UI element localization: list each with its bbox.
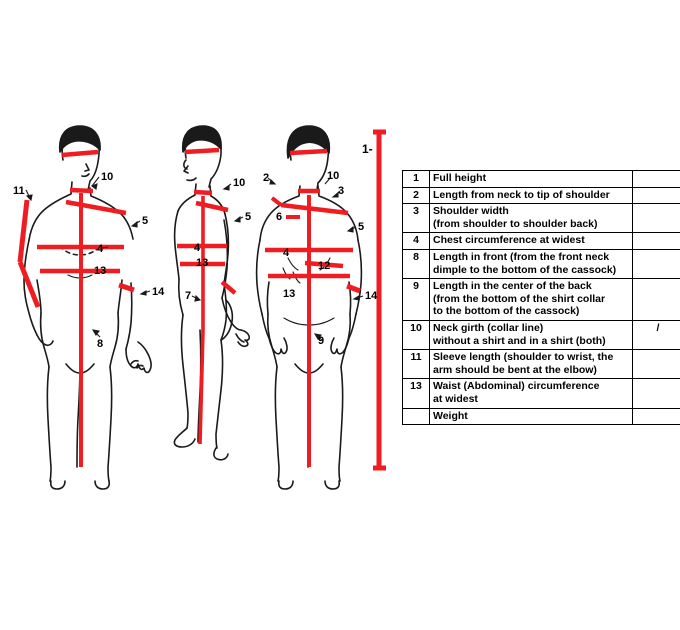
row-label (430, 408, 633, 425)
row-value[interactable] (633, 249, 680, 278)
row-value[interactable] (633, 233, 680, 250)
row-label (430, 233, 633, 250)
row-label-line2: (from shoulder to shoulder back) (433, 217, 598, 230)
callout-back-5: 5 (358, 221, 365, 233)
row-label-line1: Length in front (from the front neck (433, 250, 610, 263)
front-view-figure (24, 126, 151, 489)
row-label (430, 320, 633, 349)
row-label-line1: Waist (Abdominal) circumference (433, 380, 600, 393)
callout-front-14: 14 (152, 286, 165, 298)
row-label-line1: Weight (433, 409, 468, 422)
row-label (430, 171, 633, 188)
row-label-line1: Length in the center of the back (433, 280, 592, 293)
row-label (430, 204, 633, 233)
table-row (403, 171, 680, 188)
table-row (403, 204, 680, 233)
full-height-marker: 1- (362, 142, 373, 156)
callout-side-10: 10 (233, 177, 246, 189)
row-number: 8 (403, 249, 430, 278)
row-value[interactable] (633, 187, 680, 204)
row-label (430, 350, 633, 379)
callout-front-8: 8 (97, 338, 104, 350)
callout-front-4: 4 (97, 243, 104, 255)
row-value[interactable] (633, 350, 680, 379)
callout-back-4: 4 (283, 247, 290, 259)
row-label (430, 379, 633, 408)
table-row (403, 187, 680, 204)
row-value[interactable]: / (633, 320, 680, 349)
callout-side-7: 7 (185, 290, 192, 302)
callout-back-9: 9 (318, 335, 325, 347)
row-number: 10 (403, 320, 430, 349)
callout-back-10: 10 (327, 170, 340, 182)
row-label-line2: arm should be bent at the elbow) (433, 363, 597, 376)
row-label-line2: at widest (433, 392, 478, 405)
row-label-line2: (from the bottom of the shirt collar (433, 292, 606, 305)
front-measure-lines (20, 152, 134, 467)
row-number: 9 (403, 279, 430, 321)
table-row (403, 320, 680, 349)
row-label-line1: Length from neck to tip of shoulder (433, 188, 610, 201)
callout-back-13: 13 (283, 288, 296, 300)
table-row (403, 350, 680, 379)
callout-front-10: 10 (101, 171, 114, 183)
row-label-line1: Chest circumference at widest (433, 234, 585, 247)
row-label-line1: Neck girth (collar line) (433, 321, 544, 334)
row-number (403, 408, 430, 425)
row-label (430, 187, 633, 204)
callout-front-13: 13 (94, 265, 107, 277)
row-value[interactable] (633, 379, 680, 408)
row-value[interactable] (633, 171, 680, 188)
callout-side-13: 13 (196, 257, 209, 269)
callout-back-3: 3 (338, 185, 345, 197)
row-value[interactable] (633, 204, 680, 233)
callout-back-14: 14 (365, 290, 378, 302)
row-label (430, 279, 633, 321)
measurements-table (402, 170, 680, 425)
back-measure-lines (265, 151, 360, 467)
table-row (403, 279, 680, 321)
row-label-line2: dimple to the bottom of the cassock) (433, 263, 617, 276)
callout-front-5: 5 (142, 215, 149, 227)
callout-front-11: 11 (13, 185, 25, 197)
table-row (403, 249, 680, 278)
row-label-line1: Sleeve length (shoulder to wrist, the (433, 351, 614, 364)
table-row (403, 379, 680, 408)
row-label-line3: to the bottom of the cassock) (433, 305, 580, 318)
row-number: 13 (403, 379, 430, 408)
row-label-line1: Shoulder width (433, 205, 509, 218)
row-label-line1: Full height (433, 172, 487, 184)
row-value[interactable] (633, 279, 680, 321)
callout-back-12: 12 (318, 260, 331, 272)
row-number: 4 (403, 233, 430, 250)
row-number: 3 (403, 204, 430, 233)
callout-back-2: 2 (263, 172, 270, 184)
row-label (430, 249, 633, 278)
row-label-line2: without a shirt and in a shirt (both) (433, 334, 606, 347)
callout-side-4: 4 (194, 242, 201, 254)
row-number: 1 (403, 171, 430, 188)
row-number: 2 (403, 187, 430, 204)
row-value[interactable] (633, 408, 680, 425)
callout-side-5: 5 (245, 211, 252, 223)
table-row (403, 408, 680, 425)
callout-back-6: 6 (276, 211, 283, 223)
row-number: 11 (403, 350, 430, 379)
table-row (403, 233, 680, 250)
